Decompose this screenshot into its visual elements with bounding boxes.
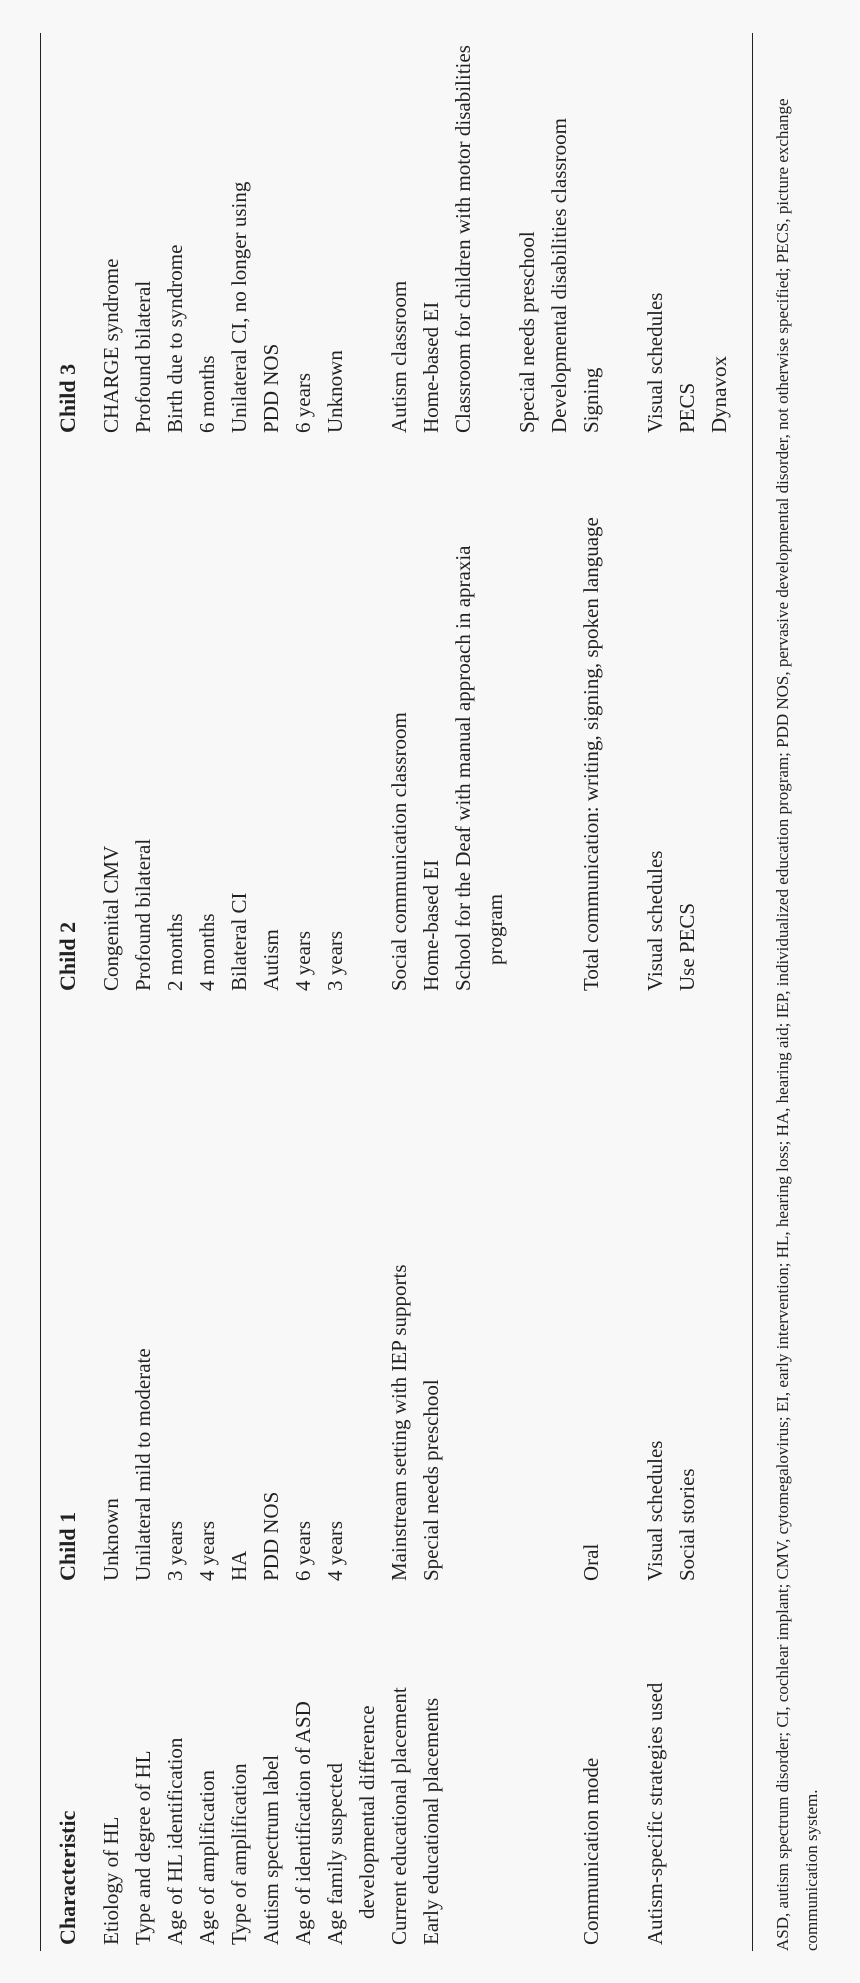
child3-age-amplification: 6 months <box>195 355 219 433</box>
child3-early-placement-1: Home-based EI <box>419 301 443 433</box>
child2-age-suspected: 3 years <box>323 930 347 991</box>
child2-strategy-1: Visual schedules <box>643 850 667 991</box>
row-label-type-degree: Type and degree of HL <box>131 1750 155 1945</box>
header-child2: Child 2 <box>55 921 80 991</box>
child3-type-amplification: Unilateral CI, no longer using <box>227 181 251 433</box>
child1-communication-mode: Oral <box>579 1543 603 1581</box>
row-label-type-amplification: Type of amplification <box>227 1763 251 1945</box>
child2-current-placement: Social communication classroom <box>387 712 411 991</box>
child3-age-asd-id: 6 years <box>291 372 315 433</box>
header-child1: Child 1 <box>55 1511 80 1581</box>
header-characteristic: Characteristic <box>55 1810 80 1945</box>
child1-age-hl-id: 3 years <box>163 1520 187 1581</box>
row-label-etiology: Etiology of HL <box>99 1816 123 1945</box>
row-label-autism-label: Autism spectrum label <box>259 1754 283 1945</box>
child1-age-asd-id: 6 years <box>291 1520 315 1581</box>
row-label-current-placement: Current educational placement <box>387 1687 411 1945</box>
child2-communication-mode: Total communication: writing, signing, spoken language <box>579 517 603 991</box>
child1-strategy-1: Visual schedules <box>643 1440 667 1581</box>
child2-type-degree: Profound bilateral <box>131 838 155 991</box>
child2-strategy-2: Use PECS <box>675 902 699 991</box>
table-footnote: ASD, autism spectrum disorder; CI, cochlear implant; CMV, cytomegalovirus; EI, early intervention; HL, hearing loss; HA, hearing aid; IEP, individualized education program; PDD NOS, pervasive developmental disorder, not otherwise specified; PECS, picture exchange communication system. <box>773 98 821 1951</box>
row-label-age-asd-id: Age of identification of ASD <box>291 1701 315 1945</box>
row-label-communication-mode: Communication mode <box>579 1757 603 1945</box>
child1-type-degree: Unilateral mild to moderate <box>131 1348 155 1581</box>
row-label-age-hl-id: Age of HL identification <box>163 1737 187 1945</box>
row-label-strategies: Autism-specific strategies used <box>643 1682 667 1945</box>
child1-current-placement: Mainstream setting with IEP supports <box>387 1264 411 1581</box>
child3-strategy-2: PECS <box>675 382 699 433</box>
row-label-age-amplification: Age of amplification <box>195 1770 219 1945</box>
child1-strategy-2: Social stories <box>675 1468 699 1581</box>
child1-autism-label: PDD NOS <box>259 1491 283 1581</box>
child1-age-suspected: 4 years <box>323 1520 347 1581</box>
child3-autism-label: PDD NOS <box>259 343 283 433</box>
child3-strategy-3: Dynavox <box>707 356 731 433</box>
header-child3: Child 3 <box>55 363 80 433</box>
child3-early-placement-3: Special needs preschool <box>515 231 539 433</box>
child3-strategy-1: Visual schedules <box>643 292 667 433</box>
child2-early-placement-1: Home-based EI <box>419 859 443 991</box>
child1-type-amplification: HA <box>227 1550 251 1581</box>
child3-communication-mode: Signing <box>579 367 603 433</box>
child2-age-hl-id: 2 months <box>163 913 187 991</box>
child3-etiology: CHARGE syndrome <box>99 258 123 433</box>
child3-current-placement: Autism classroom <box>387 280 411 433</box>
child3-type-degree: Profound bilateral <box>131 280 155 433</box>
child1-early-placements: Special needs preschool <box>419 1379 443 1581</box>
child2-autism-label: Autism <box>259 929 283 991</box>
child3-age-suspected: Unknown <box>323 350 347 433</box>
child3-early-placement-4: Developmental disabilities classroom <box>547 118 571 433</box>
child2-etiology: Congenital CMV <box>99 845 123 991</box>
table-top-rule <box>40 33 41 1951</box>
row-label-early-placements: Early educational placements <box>419 1697 443 1945</box>
child3-age-hl-id: Birth due to syndrome <box>163 244 187 433</box>
child2-age-amplification: 4 months <box>195 913 219 991</box>
child2-type-amplification: Bilateral CI <box>227 892 251 991</box>
child1-age-amplification: 4 years <box>195 1520 219 1581</box>
child2-age-asd-id: 4 years <box>291 930 315 991</box>
child1-etiology: Unknown <box>99 1498 123 1581</box>
row-label-age-suspected: Age family suspected developmental difference <box>323 1705 379 1945</box>
child3-early-placement-2: Classroom for children with motor disabilities <box>451 45 475 433</box>
child2-early-placement-2: School for the Deaf with manual approach in apraxia program <box>451 545 507 991</box>
table-bottom-rule <box>752 33 753 1951</box>
